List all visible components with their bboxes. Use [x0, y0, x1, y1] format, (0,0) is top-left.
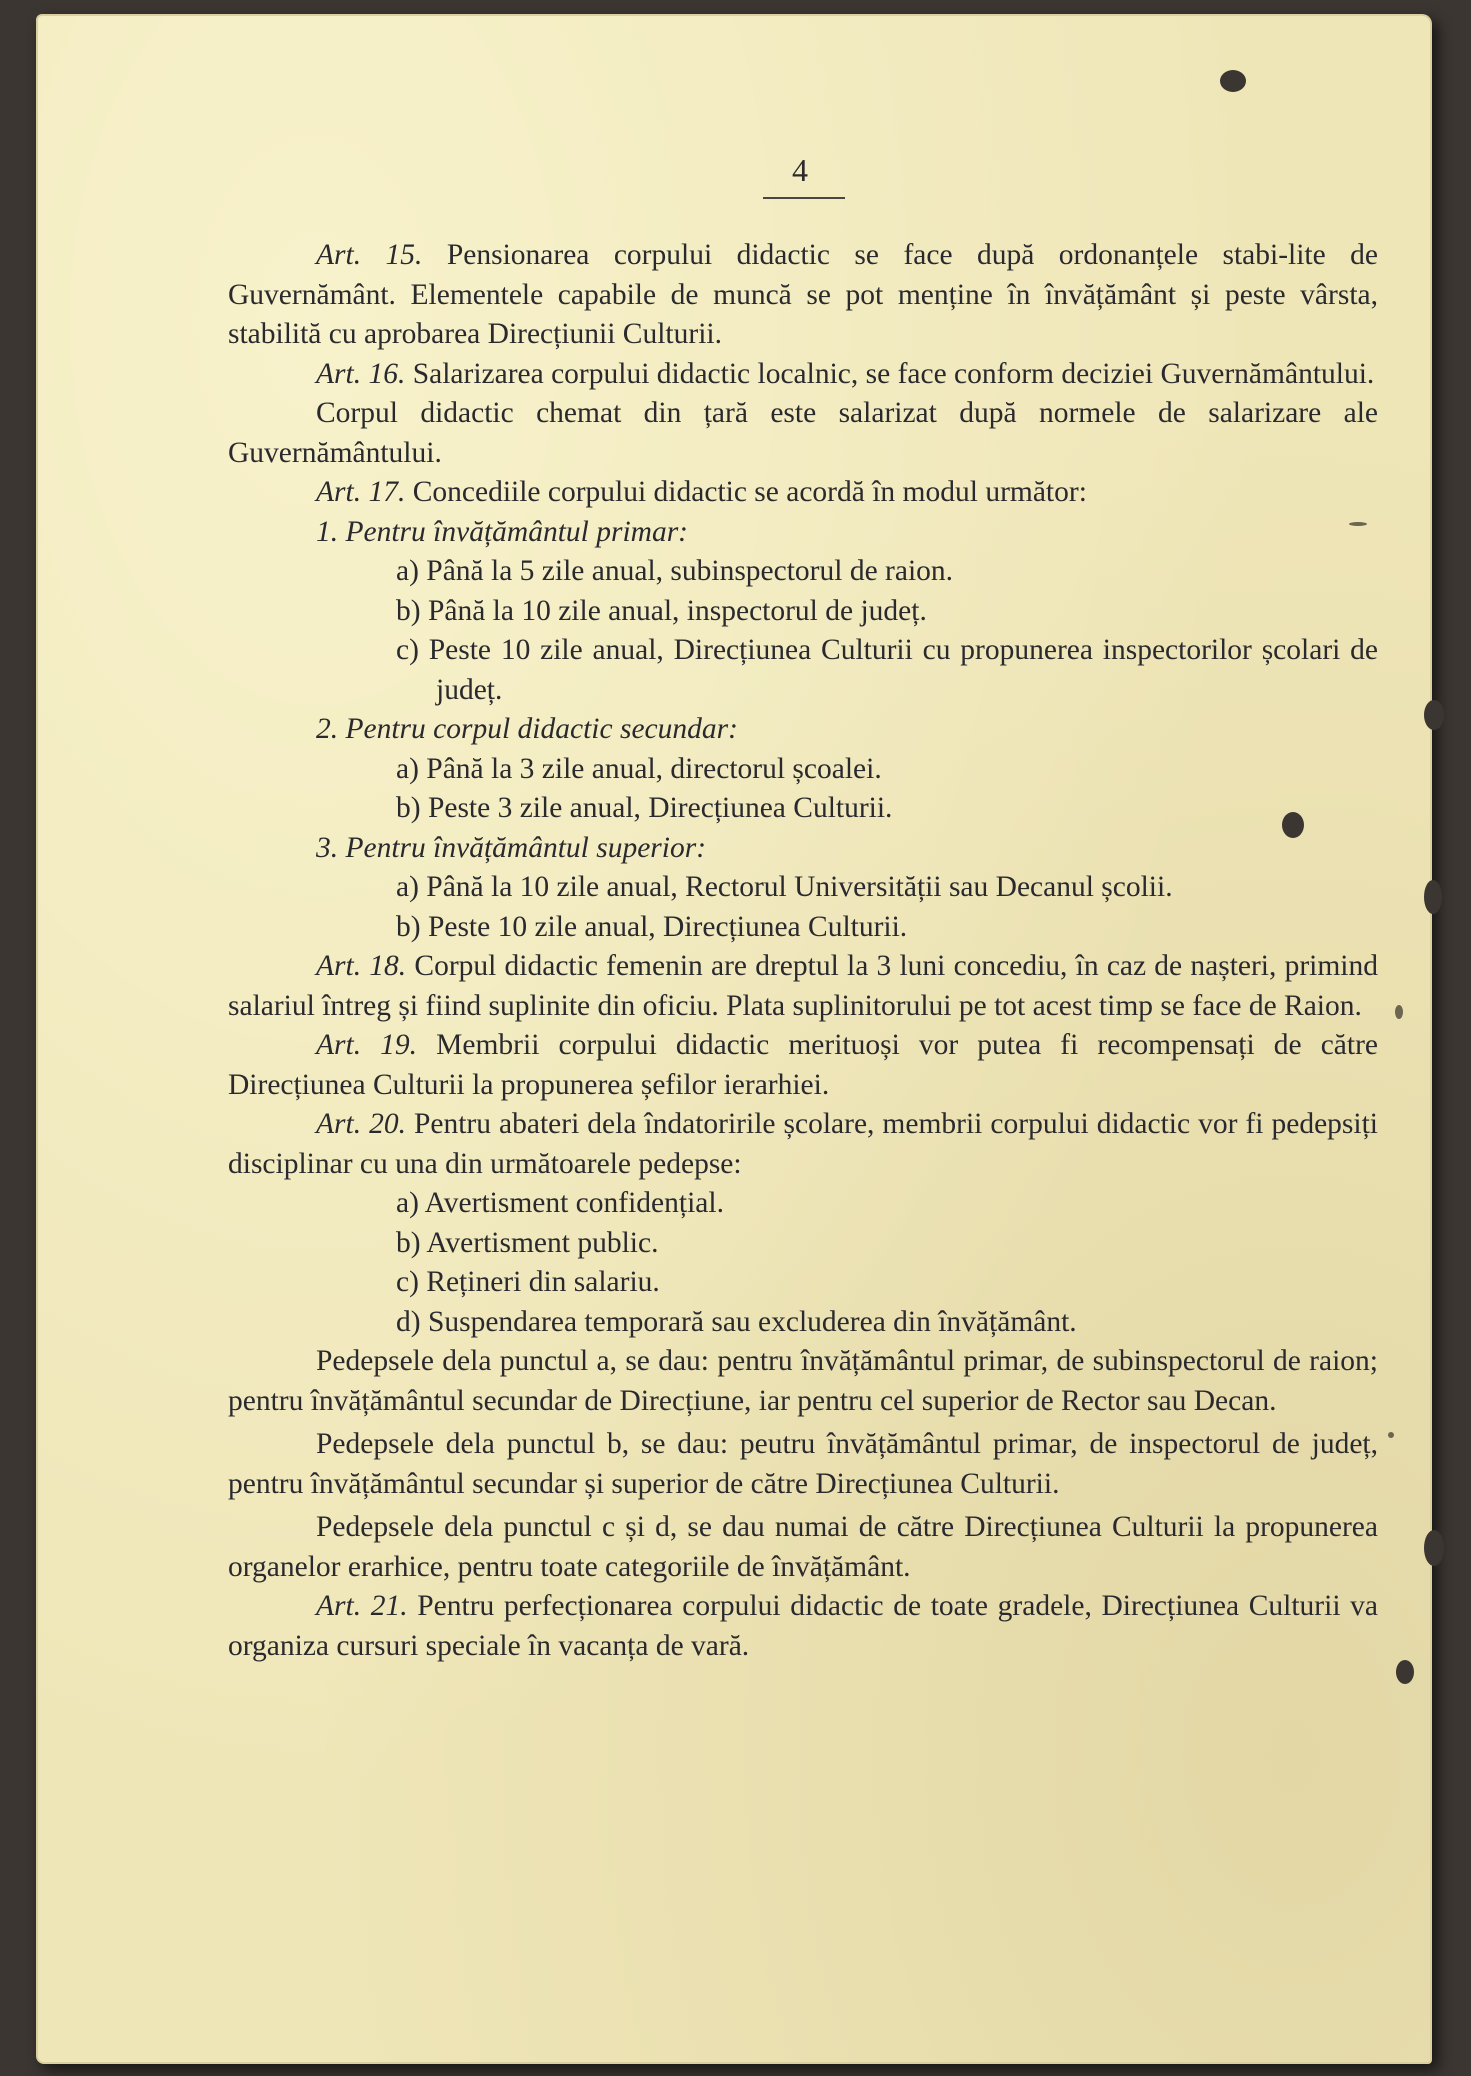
section-heading-primary: 1. Pentru învățământul primar:: [316, 515, 689, 548]
paragraph: Pedepsele dela punctul b, se dau: peutru învățământul primar, de inspectorul de județ, pentru învățământul secundar și superior de către Direcțiunea Culturii.: [228, 1428, 1378, 1500]
paper-hole: [1424, 1530, 1444, 1566]
list-item: a) Avertisment confidențial.: [396, 1187, 724, 1219]
article-20: [228, 1105, 1378, 1184]
list-item: b) Peste 10 zile anual, Direcțiunea Culturii.: [396, 910, 908, 943]
section-heading-secondary: 2. Pentru corpul didactic secundar:: [316, 713, 738, 745]
paper-speck: [1395, 1005, 1403, 1019]
article-17: [228, 473, 1378, 513]
paragraph: Pedepsele dela punctul a, se dau: pentru învățământul primar, de subinspectorul de raion; pentru învățământul secundar de Direcțiune, iar pentru cel superior de Rector sau Decan.: [228, 1345, 1378, 1417]
list-item: d) Suspendarea temporară sau excluderea din învățământ.: [396, 1305, 1077, 1338]
paper-speck: [1349, 522, 1367, 526]
article-text: Corpul didactic femenin are dreptul la 3 luni concediu, în caz de nașteri, primind salariul întreg și fiind suplinite din oficiu. Plata suplinitorului pe tot acest timp se face de Raion.: [228, 950, 1379, 1022]
list-item: b) Peste 3 zile anual, Direcțiunea Culturii.: [396, 792, 893, 824]
article-18: [228, 947, 1378, 1026]
page-number: 4: [792, 152, 808, 188]
article-lead: Art. 15.: [316, 239, 423, 271]
paper-hole: [1424, 700, 1444, 730]
list-item: c) Peste 10 zile anual, Direcțiunea Culturii cu propunerea inspectorilor școlari de județ.: [396, 634, 1378, 706]
article-19: [228, 1026, 1378, 1105]
article-text: Pentru abateri dela îndatoririle școlare, membrii corpului didactic vor fi pedepsiți disciplinar cu una din următoarele pedepse:: [228, 1108, 1378, 1180]
article-16-paragraph: Corpul didactic chemat din țară este salarizat după normele de salarizare ale Guvernământului.: [228, 397, 1378, 469]
paper-hole: [1424, 880, 1442, 914]
list-item: b) Până la 10 zile anual, inspectorul de județ.: [396, 594, 927, 627]
article-text: Pensionarea corpului didactic se face după ordonanțele stabi-lite de Guvernământ. Elementele capabile de muncă se pot menține în învățământ și peste vârsta, stabilită cu aprobarea Direcțiunii Culturii.: [228, 239, 1379, 350]
article-lead: Art. 17.: [316, 476, 406, 508]
paper-hole: [1282, 812, 1304, 838]
document-body: [228, 236, 1378, 1666]
paper-hole: [1220, 70, 1246, 92]
article-lead: Art. 18.: [316, 950, 407, 982]
article-lead: Art. 21.: [316, 1590, 408, 1622]
article-lead: Art. 19.: [316, 1029, 418, 1061]
article-lead: Art. 16.: [316, 357, 406, 390]
paper-speck: [1388, 1432, 1394, 1438]
list-item: b) Avertisment public.: [396, 1226, 659, 1259]
article-text: Membrii corpului didactic merituoși vor putea fi recompensați de către Direcțiunea Culturii la propunerea șefilor ierarhiei.: [228, 1029, 1379, 1101]
paper-hole: [1396, 1660, 1414, 1684]
article-text: Concediile corpului didactic se acordă în modul următor:: [412, 476, 1087, 508]
list-item: a) Până la 10 zile anual, Rectorul Universității sau Decanul școlii.: [396, 871, 1173, 903]
list-item: c) Rețineri din salariu.: [396, 1266, 660, 1298]
article-text: Salarizarea corpului didactic localnic, se face conform deciziei Guvernământului.: [412, 357, 1375, 390]
article-16: [228, 355, 1378, 395]
article-text: Pentru perfecționarea corpului didactic de toate gradele, Direcțiunea Culturii va organiza cursuri speciale în vacanța de vară.: [228, 1590, 1379, 1662]
page-number-rule: [763, 197, 845, 199]
article-15: [228, 236, 1378, 355]
list-item: a) Până la 5 zile anual, subinspectorul de raion.: [396, 555, 954, 587]
section-heading-superior: 3. Pentru învățământul superior:: [316, 831, 707, 864]
article-21: [228, 1587, 1378, 1666]
list-item: a) Până la 3 zile anual, directorul școalei.: [396, 752, 882, 785]
article-lead: Art. 20.: [316, 1108, 406, 1140]
paragraph: Pedepsele dela punctul c și d, se dau numai de către Direcțiunea Culturii la propunerea organelor erarhice, pentru toate categoriile de învățământ.: [228, 1511, 1378, 1583]
